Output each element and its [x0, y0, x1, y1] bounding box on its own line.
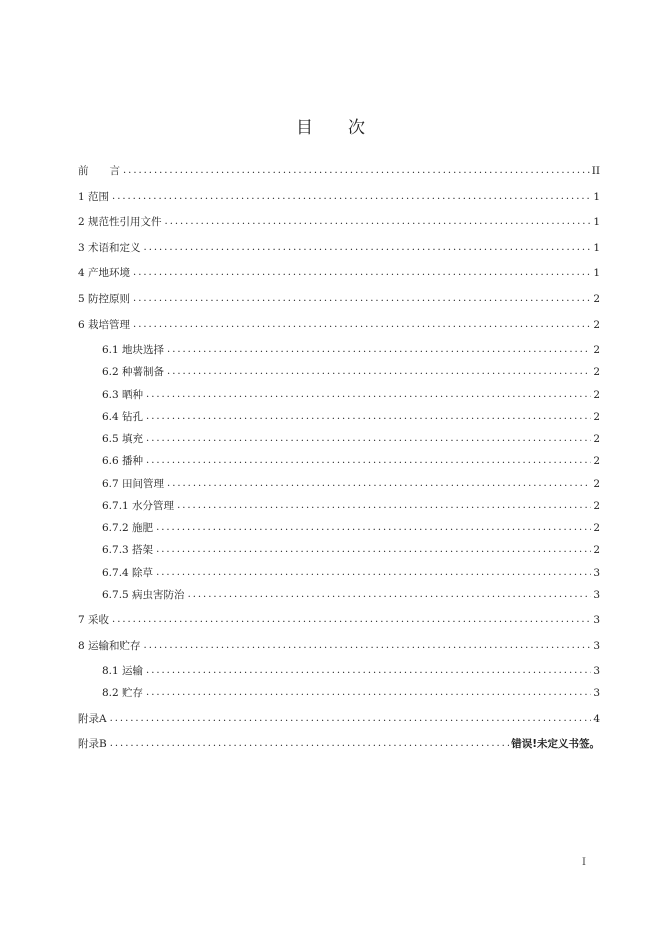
toc-entry-label: 6.7.1 水分管理	[102, 500, 175, 512]
toc-entry-appendix-b[interactable]	[78, 733, 600, 751]
toc-entry-label: 6.7.4 除草	[102, 567, 154, 579]
toc-entry-page: 3	[593, 640, 600, 652]
toc-entry-page: 2	[593, 366, 600, 378]
toc-entry-6-7-2[interactable]	[102, 517, 600, 535]
toc-entry-7[interactable]	[78, 609, 600, 627]
toc-entry-6-6[interactable]	[102, 450, 600, 468]
toc-entry-8[interactable]	[78, 635, 600, 653]
toc-entry-label: 6.4 钻孔	[102, 411, 144, 423]
toc-entry-page: 3	[593, 665, 600, 677]
toc-entry-2[interactable]	[78, 211, 600, 229]
toc-entry-5[interactable]	[78, 288, 600, 306]
toc-entry-label: 6.2 种薯制备	[102, 366, 165, 378]
dot-leader	[110, 712, 592, 726]
toc-entry-page: 2	[593, 500, 600, 512]
toc-entry-label: 5 防控原则	[78, 293, 131, 305]
toc-entry-page: 4	[593, 713, 600, 725]
toc-entry-page: 1	[593, 267, 600, 279]
toc-entry-1[interactable]	[78, 186, 600, 204]
dot-leader	[188, 588, 592, 602]
toc-entry-6-7-4[interactable]	[102, 562, 600, 580]
dot-leader	[177, 499, 591, 513]
toc-entry-page: 1	[593, 191, 600, 203]
dot-leader	[146, 388, 591, 402]
toc-entry-appendix-a[interactable]	[78, 708, 600, 726]
toc-entry-6-1[interactable]	[102, 339, 600, 357]
toc-entry-label: 6.7 田间管理	[102, 478, 165, 490]
toc-entry-page: 2	[593, 522, 600, 534]
toc-entry-page: 2	[593, 455, 600, 467]
toc-entry-8-2[interactable]	[102, 682, 600, 700]
dot-leader	[167, 343, 591, 357]
toc-entry-6-7[interactable]	[102, 473, 600, 491]
toc-entry-page: 3	[593, 687, 600, 699]
toc-entry-label: 前 言	[78, 165, 120, 177]
toc-entry-page: 2	[593, 433, 600, 445]
dot-leader	[146, 410, 591, 424]
toc-entry-page: 2	[593, 544, 600, 556]
toc-entry-label: 6.6 播种	[102, 455, 144, 467]
toc-entry-6[interactable]	[78, 314, 600, 332]
dot-leader	[144, 241, 592, 255]
toc-entry-6-7-1[interactable]	[102, 495, 600, 513]
toc-entry-label: 4 产地环境	[78, 267, 131, 279]
dot-leader	[156, 521, 591, 535]
toc-entry-page: 2	[593, 478, 600, 490]
toc-entry-label: 6 栽培管理	[78, 319, 131, 331]
toc-entry-6-7-5[interactable]	[102, 584, 600, 602]
toc-title-char-2: 次	[348, 118, 366, 138]
toc-entry-page-error: 错误!未定义书签。	[511, 738, 600, 750]
dot-leader	[167, 477, 591, 491]
toc-entry-label: 6.1 地块选择	[102, 344, 165, 356]
dot-leader	[146, 432, 591, 446]
toc-entry-page: 2	[593, 293, 600, 305]
dot-leader	[167, 365, 591, 379]
toc-entry-label: 附录B	[78, 738, 107, 750]
dot-leader	[112, 613, 591, 627]
toc-entry-6-5[interactable]	[102, 428, 600, 446]
dot-leader	[146, 454, 591, 468]
dot-leader	[110, 737, 509, 751]
toc-entry-page: 1	[593, 242, 600, 254]
dot-leader	[146, 686, 591, 700]
dot-leader	[133, 266, 591, 280]
toc-entry-label: 6.7.5 病虫害防治	[102, 589, 185, 601]
dot-leader	[133, 318, 591, 332]
toc-entry-page: 2	[593, 389, 600, 401]
toc-entry-label: 6.7.3 搭架	[102, 544, 154, 556]
toc-entry-4[interactable]	[78, 262, 600, 280]
toc-entry-page: 2	[593, 411, 600, 423]
toc-entry-label: 2 规范性引用文件	[78, 216, 162, 228]
dot-leader	[146, 664, 591, 678]
toc-entry-label: 7 采收	[78, 614, 110, 626]
toc-entry-label: 8.2 贮存	[102, 687, 144, 699]
toc-entry-page: II	[591, 165, 600, 177]
toc-entry-page: 3	[593, 614, 600, 626]
toc-entry-6-4[interactable]	[102, 406, 600, 424]
dot-leader	[144, 639, 592, 653]
dot-leader	[156, 566, 591, 580]
toc-entry-label: 6.7.2 施肥	[102, 522, 154, 534]
toc-entry-page: 2	[593, 319, 600, 331]
toc-entry-page: 2	[593, 344, 600, 356]
toc-entry-foreword[interactable]	[78, 160, 600, 178]
toc-title-char-1: 目	[296, 118, 314, 138]
toc-entry-page: 1	[593, 216, 600, 228]
toc-entry-label: 6.3 晒种	[102, 389, 144, 401]
toc-entry-label: 1 范围	[78, 191, 110, 203]
page-number: I	[582, 857, 586, 868]
toc-entry-label: 3 术语和定义	[78, 242, 141, 254]
toc-entry-3[interactable]	[78, 237, 600, 255]
dot-leader	[165, 215, 592, 229]
dot-leader	[112, 190, 591, 204]
toc-entry-6-2[interactable]	[102, 361, 600, 379]
dot-leader	[123, 164, 590, 178]
toc-title	[0, 113, 662, 138]
toc-entry-6-3[interactable]	[102, 384, 600, 402]
toc-entry-label: 8 运输和贮存	[78, 640, 141, 652]
dot-leader	[156, 543, 591, 557]
toc-entry-page: 3	[593, 589, 600, 601]
dot-leader	[133, 292, 591, 306]
toc-entry-label: 8.1 运输	[102, 665, 144, 677]
toc-entry-page: 3	[593, 567, 600, 579]
toc-entry-8-1[interactable]	[102, 660, 600, 678]
toc-entry-label: 附录A	[78, 713, 107, 725]
toc-entry-6-7-3[interactable]	[102, 539, 600, 557]
toc-entry-label: 6.5 填充	[102, 433, 144, 445]
